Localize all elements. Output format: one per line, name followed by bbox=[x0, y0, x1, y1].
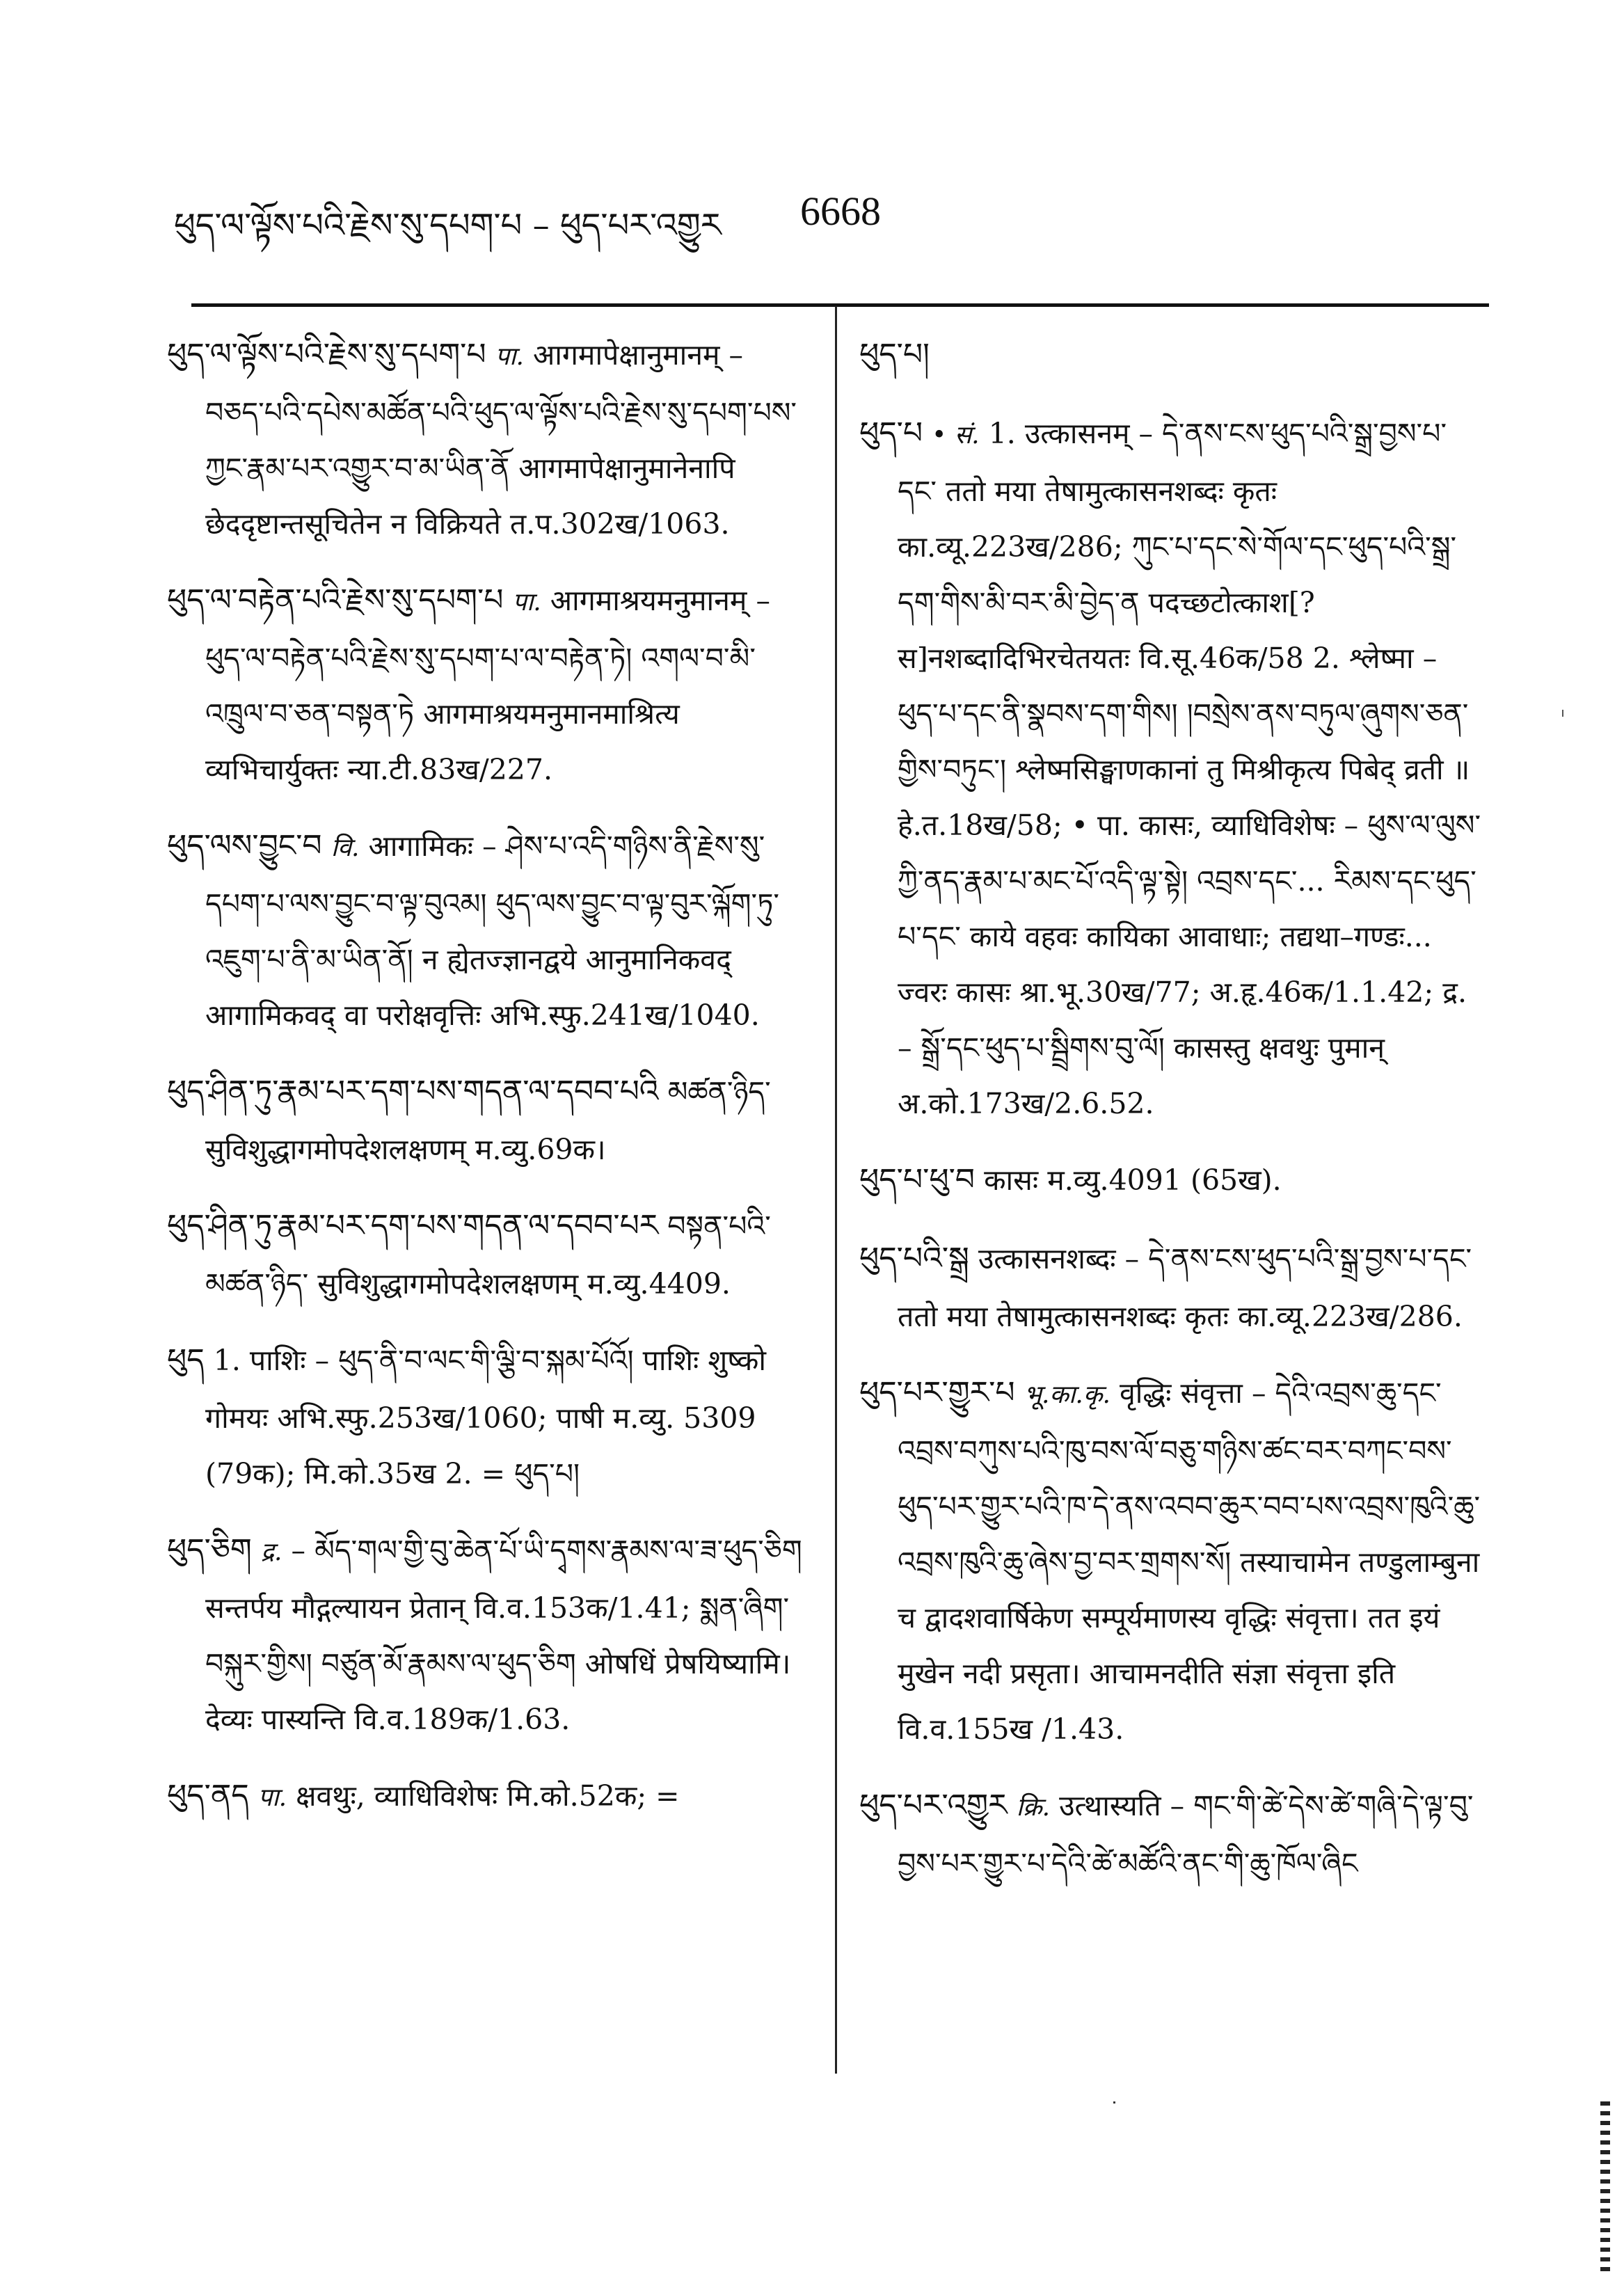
entry-body: आगामिकः – ཤེས་པ་འདི་གཉིས་ནི་རྗེས་སུ་དཔག་པ་ལས་བྱུང་བ་ལྟ་བུའམ། ཕུད་ལས་བྱུང་བ་ལྟ་བུར་ལྐོག་ཏུ་འཇུག་པ་ནི་མ་ཡིན་ནོ། न ह्येतज्ज्ञानद्वये आनुमानिकवद् आगामिकवद् वा परोक्षवृत्तिः अभि.स्फु.241ख/1040. bbox=[205, 829, 779, 1032]
dictionary-entry bbox=[167, 818, 807, 1043]
dictionary-entry bbox=[859, 1152, 1486, 1210]
entry-headword: ཕུད་ལས་བྱུང་བ bbox=[167, 828, 322, 864]
dictionary-entry bbox=[859, 1778, 1486, 1891]
dictionary-entry bbox=[167, 327, 807, 552]
header-title: ཕུད་ལ་ལྟོས་པའི་རྗེས་སུ་དཔག་པ – ཕུད་པར་འགྱུར bbox=[174, 206, 722, 245]
entry-headword: ཕུད་ནད bbox=[167, 1778, 249, 1813]
entry-body: 1. पाशिः – ཕུད་ནི་བ་ལང་གི་ལྕི་བ་སྐམ་པོའོ། पाशिः शुष्को गोमयः अभि.स्फु.253ख/1060; पाषी म.व्यु. 5309 (79क); मि.को.35ख 2. = ཕུད་པ། bbox=[205, 1344, 766, 1490]
entry-headword: ཕུད་པའི་སྒྲ bbox=[859, 1241, 969, 1276]
page-number: 6668 bbox=[800, 189, 881, 234]
right-column bbox=[859, 327, 1486, 1912]
running-header bbox=[174, 188, 881, 282]
dictionary-entry bbox=[167, 1522, 807, 1747]
entry-body: བསྟན་པའི་མཚན་ཉིད་ सुविशुद्धागमोपदेशलक्षणम् म.व्यु.4409. bbox=[205, 1209, 771, 1301]
scan-speck bbox=[1113, 2101, 1115, 2104]
entry-headword: ཕུད་ཅིག bbox=[167, 1532, 252, 1568]
scan-edge-artifact bbox=[1600, 2101, 1610, 2275]
dictionary-entry bbox=[859, 1365, 1486, 1757]
entry-body: उत्कासनशब्दः – དེ་ནས་ངས་ཕུད་པའི་སྒྲ་བྱས་པ་དང་ ततो मया तेषामुत्कासनशब्दः कृतः का.व्यू.223ख/286. bbox=[898, 1242, 1472, 1333]
entry-headword: ཕུད་ལ་ལྟོས་པའི་རྗེས་སུ་དཔག་པ bbox=[167, 337, 486, 372]
entry-body: आगमाश्रयमनुमानम् – ཕུད་ལ་བརྟེན་པའི་རྗེས་སུ་དཔག་པ་ལ་བརྟེན་ཏེ། འགལ་བ་མི་འཁྲུལ་བ་ཅན་བསྟན་ཏེ आगमाश्रयमनुमानमाश्रित्य व्यभिचार्युक्तः न्या.टी.83ख/227. bbox=[205, 584, 770, 786]
dictionary-entry bbox=[167, 1768, 807, 1826]
dictionary-entry bbox=[167, 1064, 807, 1177]
dictionary-entry bbox=[167, 573, 807, 797]
entry-body: वृद्धिः संवृत्ता – དེའི་འབྲས་ཆུ་དང་འབྲས་བཀུས་པའི་ཁུ་བས་ལོ་བཅུ་གཉིས་ཚང་བར་བཀང་བས་ཕུད་པར་གྱུར་པའི་ཁ་དེ་ནས་འབབ་ཆུར་བབ་པས་འབྲས་ཁུའི་ཆུ་འབྲས་ཁུའི་ཆུ་ཞེས་བྱ་བར་གྲགས་སོ། तस्याचामेन तण्डुलाम्बुना च द्वादशवार्षिकेण सम्पूर्यमाणस्य वृद्धिः संवृत्ता। तत इयं मुखेन नदी प्रसृता। आचामनदीति संज्ञा संवृत्ता इति वि.व.155ख /1.43. bbox=[898, 1376, 1481, 1746]
entry-body: कासः म.व्यु.4091 (65ख). bbox=[984, 1163, 1282, 1197]
header-rule bbox=[191, 303, 1489, 307]
left-column bbox=[167, 327, 807, 1847]
entry-headword: ཕུད་ཤིན་ཏུ་རྣམ་པར་དག་པས་གདན་ལ་དབབ་པར bbox=[167, 1208, 659, 1243]
entry-headword: ཕུད་པ་ཕུ་བ bbox=[859, 1162, 976, 1198]
entry-headword: ཕུད་པ bbox=[859, 415, 923, 451]
entry-label: द्र. bbox=[260, 1538, 282, 1566]
entry-headword: ཕུད་ཤིན་ཏུ་རྣམ་པར་དག་པས་གདན་ལ་དབབ་པའི bbox=[167, 1074, 659, 1109]
dictionary-entry bbox=[859, 406, 1486, 1131]
dictionary-entry bbox=[167, 1333, 807, 1502]
entry-headword: ཕུད bbox=[167, 1342, 205, 1378]
entry-label: वि. bbox=[331, 834, 360, 862]
entry-label: क्रि. bbox=[1016, 1793, 1051, 1822]
entry-label: पा. bbox=[512, 588, 541, 617]
dictionary-entry bbox=[859, 1231, 1486, 1344]
entry-label: पा. bbox=[257, 1783, 287, 1812]
entry-body: མཚན་ཉིད་ सुविशुद्धागमोपदेशलक्षणम् म.व्यु.69क। bbox=[205, 1075, 771, 1166]
entry-headword: ཕུད་པ། bbox=[859, 337, 930, 372]
entry-headword: ཕུད་པར་འགྱུར bbox=[859, 1788, 1008, 1823]
dictionary-entry bbox=[167, 1198, 807, 1312]
entry-body: उत्थास्यति – གང་གི་ཚེ་དེས་ཚེ་གཞི་དེ་ལྟ་བུ་བྱས་པར་གྱུར་པ་དེའི་ཚེ་མཚོའི་ནང་གི་ཆུ་ཁོལ་ཞིང bbox=[898, 1789, 1474, 1880]
entry-body: – མོད་གལ་གྱི་བུ་ཆེན་པོ་ཡི་དྭགས་རྣམས་ལ་ཟ་ཕུད་ཅིག सन्तर्पय मौद्गल्यायन प्रेतान् वि.व.153क/1.41; སྨན་ཞིག་བསྐུར་གྱིས། བཙུན་མོ་རྣམས་ལ་ཕུད་ཅིག ओषधिं प्रेषयिष्यामि। देव्यः पास्यन्ति वि.व.189क/1.63. bbox=[205, 1534, 802, 1736]
entry-headword: ཕུད་ལ་བརྟེན་པའི་རྗེས་སུ་དཔག་པ bbox=[167, 582, 504, 618]
entry-label: भू.का.कृ. bbox=[1024, 1381, 1110, 1409]
entry-label: पा. bbox=[495, 342, 524, 371]
entry-headword: ཕུད་པར་གྱུར་པ bbox=[859, 1375, 1015, 1410]
entry-body: क्षवथुः, व्याधिविशेषः मि.को.52क; = bbox=[296, 1779, 680, 1813]
entry-body: आगमापेक्षानुमानम् – བཅད་པའི་དཔེས་མཚོན་པའི་ཕུད་ལ་ལྟོས་པའི་རྗེས་སུ་དཔག་པས་ཀྱང་རྣམ་པར་འགྱུར་བ་མ་ཡིན་ནོ आगमापेक्षानुमानेनापि छेददृष्टान्तसूचितेन न विक्रियते त.प.302ख/1063. bbox=[205, 338, 797, 541]
column-divider bbox=[835, 306, 837, 2074]
dictionary-entry bbox=[859, 327, 1486, 385]
entry-body: 1. उत्कासनम् – དེ་ནས་ངས་ཕུད་པའི་སྒྲ་བྱས་པ་དང་ ततो मया तेषामुत्कासनशब्दः कृतः का.व्यू.223ख/286; ཀུང་པ་དང་སེ་གོལ་དང་ཕུད་པའི་སྒྲ་དག་གིས་མི་བར་མི་བྱེད་ན पदच्छटोत्काश[? स]नशब्दादिभिरचेतयतः वि.सू.46क/58 2. श्लेष्मा – ཕུད་པ་དང་ནི་སྣབས་དག་གིས། །བསྲེས་ནས་བཏུལ་ཞུགས་ཅན་གྱིས་བཏུང་། श्लेष्मसिङ्घाणकानां तु मिश्रीकृत्य पिबेद् व्रती ॥ हे.त.18ख/58; • पा. कासः, व्याधिविशेषः – ཕུས་ལ་ལུས་ཀྱི་ནད་རྣམ་པ་མང་པོ་འདི་ལྟ་སྟེ། འབྲས་དང་... རིམས་དང་ཕུད་པ་དང་ काये वहवः कायिका आवाधाः; तद्यथा–गण्डः... ज्वरः कासः श्रा.भू.30ख/77; अ.हृ.46क/1.1.42; द्र. – སྒྲོ་དང་ཕུད་པ་སྦྲིགས་བུ་ལོ། कासस्तु क्षवथुः पुमान् अ.को.173ख/2.6.52. bbox=[898, 417, 1481, 1120]
entry-label: • सं. bbox=[932, 421, 980, 450]
scan-speck bbox=[1562, 710, 1563, 717]
